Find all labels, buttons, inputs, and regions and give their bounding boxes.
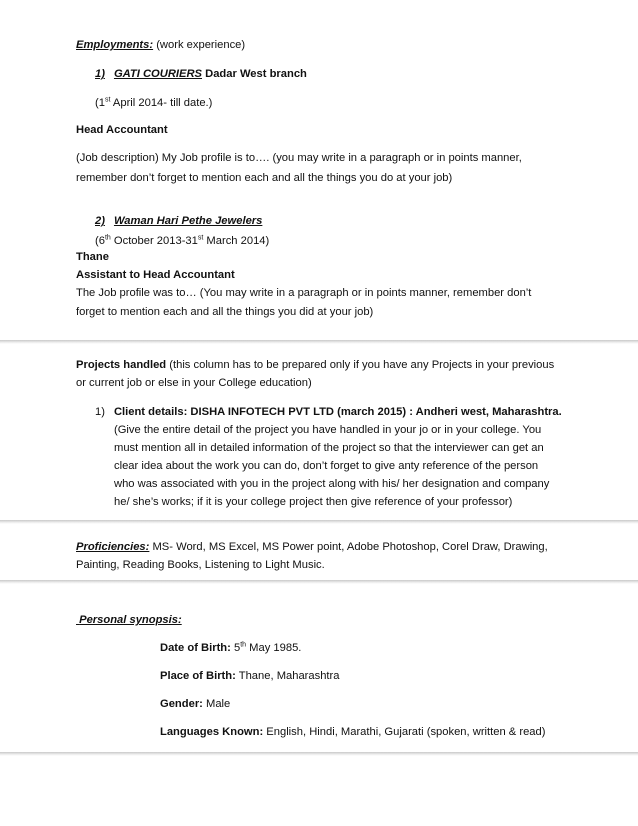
projects-intro-1: (this column has to be prepared only if you have any Projects in your previous bbox=[166, 359, 555, 371]
job-1-date-rest: April 2014- till date.) bbox=[110, 97, 213, 109]
section-divider bbox=[0, 752, 638, 756]
job-1-position: Head Accountant bbox=[76, 124, 168, 136]
personal-heading: Personal synopsis: bbox=[79, 614, 182, 626]
project-1-line-5: he/ she’s works; if it is your college project then give reference of your professor) bbox=[114, 496, 513, 508]
job-1-desc-line-2: remember don’t forget to mention each and all the things you do at your job) bbox=[76, 172, 453, 184]
project-1-title: Client details: DISHA INFOTECH PVT LTD (march 2015) : Andheri west, Maharashtra. bbox=[113, 406, 562, 418]
job-1-dates bbox=[95, 96, 212, 110]
project-1-line-3: clear idea about the work you can do, don’t forget to give anty reference of the person bbox=[114, 460, 539, 472]
project-1-title-line bbox=[95, 405, 562, 419]
job-2-title-line bbox=[95, 214, 262, 228]
job-1-date-sup: st bbox=[104, 96, 111, 104]
job-1-desc-line-1: (Job description) My Job profile is to…. (you may write in a paragraph or in points manner, bbox=[76, 152, 522, 164]
project-1-number: 1) bbox=[95, 406, 105, 418]
proficiencies-line-1 bbox=[76, 540, 548, 554]
job-2-company: Waman Hari Pethe Jewelers bbox=[113, 215, 263, 227]
projects-heading: Projects handled bbox=[76, 359, 167, 371]
dob-sup: th bbox=[240, 641, 247, 649]
proficiencies-heading: Proficiencies: bbox=[76, 541, 150, 553]
gender-line bbox=[160, 697, 230, 711]
section-divider bbox=[0, 340, 638, 344]
job-1-company: GATI COURIERS bbox=[113, 68, 203, 80]
job-2-date-prefix: (6 bbox=[95, 235, 105, 247]
dob-label: Date of Birth: bbox=[160, 642, 231, 654]
personal-heading-line bbox=[76, 613, 182, 627]
proficiencies-line-2: Painting, Reading Books, Listening to Light Music. bbox=[76, 559, 325, 571]
pob-value: Thane, Maharashtra bbox=[235, 670, 340, 682]
project-1-line-2: must mention all in detailed information of the project so that the interviewer can get an bbox=[114, 442, 544, 454]
pob-line bbox=[160, 669, 340, 683]
pob-label: Place of Birth: bbox=[160, 670, 236, 682]
dob-rest: May 1985. bbox=[246, 642, 302, 654]
dob-line bbox=[160, 641, 301, 655]
job-1-date-prefix: (1 bbox=[95, 97, 105, 109]
gender-value: Male bbox=[202, 698, 231, 710]
job-1-title-line bbox=[95, 67, 307, 81]
proficiencies-text-1: MS- Word, MS Excel, MS Power point, Adobe Photoshop, Corel Draw, Drawing, bbox=[149, 541, 548, 553]
languages-label: Languages Known: bbox=[160, 726, 264, 738]
gender-label: Gender: bbox=[160, 698, 203, 710]
job-2-desc-line-1: The Job profile was to… (You may write in a paragraph or in points manner, remember don’t bbox=[76, 287, 532, 299]
project-1-line-4: who was associated with you in the project along with his/ her designation and company bbox=[114, 478, 550, 490]
job-1-number: 1) bbox=[95, 68, 105, 80]
dob-prefix: 5 bbox=[230, 642, 241, 654]
projects-intro-line-1 bbox=[76, 358, 554, 372]
job-2-date-sup-2: st bbox=[197, 234, 204, 242]
job-2-dates bbox=[95, 234, 269, 248]
job-2-number: 2) bbox=[95, 215, 105, 227]
project-1-line-1: (Give the entire detail of the project you have handled in your jo or in your college. You bbox=[114, 424, 542, 436]
section-divider bbox=[0, 580, 638, 584]
projects-intro-line-2: or current job or else in your College education) bbox=[76, 377, 312, 389]
job-1-branch: Dadar West branch bbox=[205, 68, 307, 80]
job-2-desc-line-2: forget to mention each and all the things you did at your job) bbox=[76, 306, 374, 318]
job-2-date-rest: March 2014) bbox=[203, 235, 270, 247]
job-2-date-sup-1: th bbox=[104, 234, 111, 242]
languages-line bbox=[160, 725, 545, 739]
languages-value: English, Hindi, Marathi, Gujarati (spoken, written & read) bbox=[263, 726, 546, 738]
job-2-location: Thane bbox=[76, 251, 109, 263]
section-divider bbox=[0, 520, 638, 524]
job-2-position: Assistant to Head Accountant bbox=[76, 269, 235, 281]
employments-heading: Employments: bbox=[76, 39, 154, 51]
employments-heading-note: (work experience) bbox=[156, 39, 246, 51]
job-2-date-mid: October 2013-31 bbox=[110, 235, 198, 247]
employments-heading-line bbox=[76, 38, 245, 52]
